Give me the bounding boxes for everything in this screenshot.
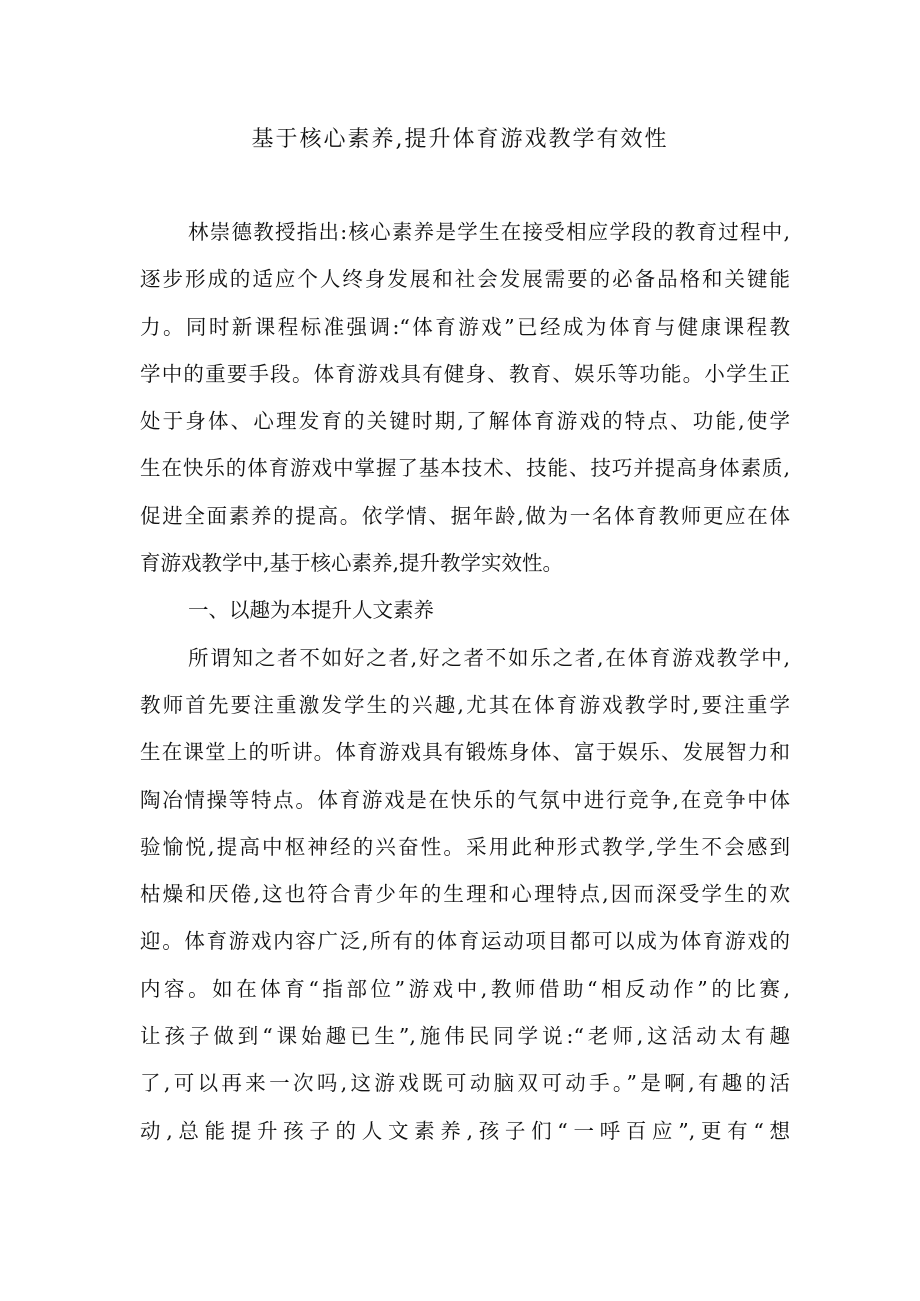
paragraph-line: 内容。如在体育“指部位”游戏中,教师借助“相反动作”的比赛,: [140, 976, 790, 1001]
paragraph-line: 陶冶情操等特点。体育游戏是在快乐的气氛中进行竞争,在竞争中体: [140, 787, 790, 812]
document-body: [140, 212, 790, 1158]
paragraph-line: 验愉悦,提高中枢神经的兴奋性。采用此种形式教学,学生不会感到: [140, 834, 790, 859]
paragraph-line: 育游戏教学中,基于核心素养,提升教学实效性。: [140, 551, 564, 576]
paragraph-line: 生在快乐的体育游戏中掌握了基本技术、技能、技巧并提高身体素质,: [140, 456, 790, 481]
paragraph-line: 了,可以再来一次吗,这游戏既可动脑双可动手。”是啊,有趣的活: [140, 1071, 790, 1096]
paragraph-line: 动,总能提升孩子的人文素养,孩子们“一呼百应”,更有“想: [140, 1118, 790, 1143]
paragraph-first-line: 一、以趣为本提升人文素养: [188, 598, 434, 623]
paragraph-line: 生在课堂上的听讲。体育游戏具有锻炼身体、富于娱乐、发展智力和: [140, 740, 790, 765]
paragraph-line: 教师首先要注重激发学生的兴趣,尤其在体育游戏教学时,要注重学: [140, 692, 790, 717]
paragraph-first-line: 林崇德教授指出:核心素养是学生在接受相应学段的教育过程中,: [188, 220, 790, 244]
paragraph-first-line: 所谓知之者不如好之者,好之者不如乐之者,在体育游戏教学中,: [188, 645, 790, 670]
paragraph-line: 逐步形成的适应个人终身发展和社会发展需要的必备品格和关键能: [140, 267, 790, 292]
paragraph-line: 促进全面素养的提高。依学情、据年龄,做为一名体育教师更应在体: [140, 503, 790, 528]
paragraph-line: 让孩子做到“课始趣已生”,施伟民同学说:“老师,这活动太有趣: [140, 1024, 790, 1049]
paragraph-line: 枯燥和厌倦,这也符合青少年的生理和心理特点,因而深受学生的欢: [140, 882, 790, 907]
document-title: 基于核心素养,提升体育游戏教学有效性: [251, 127, 669, 152]
paragraph-line: 力。同时新课程标准强调:“体育游戏”已经成为体育与健康课程教: [140, 314, 790, 339]
paragraph-line: 迎。体育游戏内容广泛,所有的体育运动项目都可以成为体育游戏的: [140, 929, 790, 954]
paragraph-line: 处于身体、心理发育的关键时期,了解体育游戏的特点、功能,使学: [140, 409, 790, 434]
paragraph-line: 学中的重要手段。体育游戏具有健身、教育、娱乐等功能。小学生正: [140, 361, 790, 386]
